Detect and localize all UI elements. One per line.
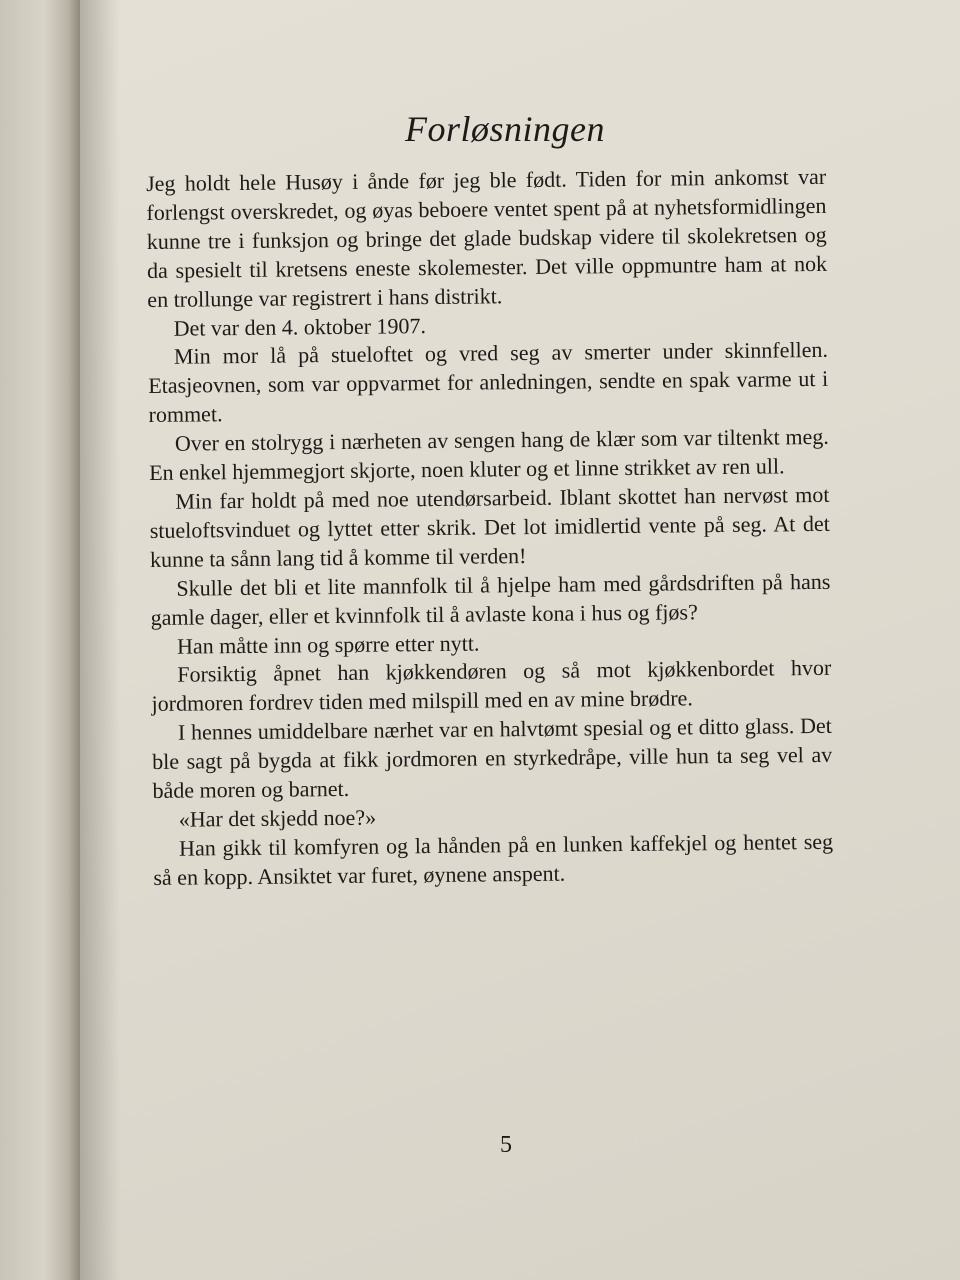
paragraph: Forsiktig åpnet han kjøkkendøren og så mot kjøkkenbordet hvor jordmoren fordrev tiden med milspill med en av mine brødre.: [151, 655, 832, 717]
paragraph: Min far holdt på med noe utendørsarbeid. Iblant skottet han nervøst mot stueloftsvinduet og lyttet etter skrik. Det lot imidlertid vente på seg. At det kunne ta sånn lang tid å komme til verden!: [149, 481, 830, 572]
paragraph: «Har det skjedd noe?»: [178, 804, 377, 832]
book-page: [80, 0, 960, 1280]
paragraph: I hennes umiddelbare nærhet var en halvtømt spesial og et ditto glass. Det ble sagt på bygda at fikk jordmoren en styrkedråpe, ville hun ta seg vel av både moren og barnet.: [152, 713, 833, 803]
chapter-title: Forløsningen: [405, 109, 605, 149]
paragraph: Han gikk til komfyren og la hånden på en lunken kaffekjel og hentet seg så en kopp. Ansiktet var furet, øynene anspent.: [153, 828, 834, 890]
paragraph: Han måtte inn og spørre etter nytt.: [176, 630, 480, 659]
chapter-body: [146, 163, 834, 893]
page-number: 5: [500, 1132, 512, 1158]
paragraph: Det var den 4. oktober 1907.: [173, 312, 427, 341]
paragraph: Jeg holdt hele Husøy i ånde før jeg ble født. Tiden for min ankomst var forlengst overskredet, og øyas beboere ventet spent på at nyhetsformidlingen kunne tre i funksjon og bringe det glade budskap videre til skolekretsen og da spesielt til kretsens eneste skolemester. Det ville oppmuntre ham at nok en trollunge var registrert i hans distrikt.: [146, 163, 828, 312]
previous-page-edge: [0, 0, 80, 1280]
paragraph: Over en stolrygg i nærheten av sengen hang de klær som var tiltenkt meg. En enkel hjemmegjort skjorte, noen kluter og et linne strikket av ren ull.: [149, 424, 829, 486]
gutter-shadow: [80, 0, 120, 1280]
paragraph: Skulle det bli et lite mannfolk til å hjelpe ham med gårdsdriften på hans gamle dager, eller et kvinnfolk til å avlaste kona i hus og fjøs?: [150, 568, 831, 630]
paragraph: Min mor lå på stueloftet og vred seg av smerter under skinnfellen. Etasjeovnen, som var oppvarmet for anledningen, sendte en spak varme ut i rommet.: [148, 337, 829, 428]
